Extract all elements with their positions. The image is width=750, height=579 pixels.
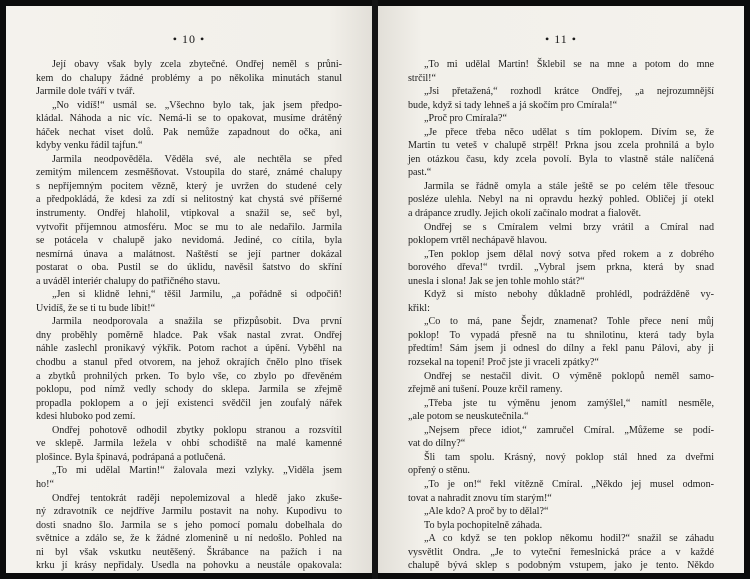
text-line: „Je přece třeba něco udělat s tím poklopem. Dívím se, že — [424, 126, 714, 138]
text-line: „Jsi přetažená,“ rozhodl krátce Ondřej, „a nejrozumnější — [424, 86, 714, 98]
text-line: a uváděl interiér chalupy do patřičného stavu. — [36, 275, 221, 287]
text-line: předtím! Sám jsem ji odnesl do dílny a řekl panu Pálovi, aby ji — [408, 343, 714, 355]
text-line: „Třeba jste tu výměnu jenom zamýšlel,“ namítl nesměle, — [424, 397, 714, 409]
text-line: Jarmila se řádně omyla a stále ještě se po celém těle třesouc — [424, 180, 714, 192]
text-line: rozsekal na topení! Proč jste ji vraceli zpátky?“ — [408, 357, 599, 369]
text-line: světnice a zdálo se, že k žádné zlomenině u ní nedošlo. Pohled na — [36, 533, 342, 545]
text-line: plošince. Byla špinavá, podrápaná a potlučená. — [36, 451, 226, 463]
text-line: postarat o oba. Pustil se do úklidu, navěsil šatstvo do skříní — [36, 262, 342, 274]
text-line: opřený o stěnu. — [408, 465, 470, 477]
text-line: a drápance zrudly. Jejich okolí začínalo modrat a fialovět. — [408, 208, 642, 220]
left-page-number: • 10 • — [172, 32, 206, 46]
text-line: Jarmile dole tváří v tvář. — [36, 86, 135, 98]
text-line: strčil!“ — [408, 72, 437, 84]
text-line: „Proč pro Cmírala?“ — [424, 113, 507, 125]
text-line: kem do chalupy žádné problémy a po několika minutách stanul — [36, 72, 342, 84]
text-line: „A co když se ten poklop někomu hodil?“ snažil se záhadu — [424, 533, 714, 545]
text-line: posléze ulehla. Nebyl na ni opravdu hezký pohled. Obličej jí otekl — [408, 194, 714, 206]
text-line: poklop! To vypadá přesně na tu shnilotinu, která tady byla — [408, 329, 714, 341]
text-line: vat do dílny?“ — [408, 438, 466, 450]
text-line: chodbu a stanul před otvorem, na jehož okrajích čnělo plno třísek — [36, 357, 342, 369]
text-line: Šli tam spolu. Krásný, nový poklop stál hned za dveřmi — [424, 451, 714, 463]
right-page — [378, 6, 744, 573]
text-line: Ondřej tentokrát raději nepolemizoval a hledě jako zkuše- — [52, 492, 342, 504]
text-line: háček nechat viset dolů. Pak nemůže zapadnout do očka, ani — [36, 126, 342, 138]
text-line: dosti snadno šlo. Jarmila se s jeho pomocí pomalu dobelhala do — [36, 519, 342, 531]
text-line: ný zdravotník ce nejdříve Jarmilu postavit na nohy. Kupodivu to — [36, 506, 342, 518]
text-line: dny proběhly poměrně hladce. Pak však nastal zvrat. Ondřej — [36, 329, 342, 341]
text-line: „To mi udělal Martin!“ žalovala mezi vzlyky. „Viděla jsem — [52, 465, 342, 477]
text-line: Ondřej se nestačil divit. O výměně poklopů neměl samo- — [424, 370, 714, 382]
text-line: Ondřej se s Cmíralem velmi brzy vrátil a Cmíral nad — [424, 221, 714, 233]
text-line: vysvětlit Ondra. „Je to vyteční řemeslnická práce a v každé — [408, 546, 714, 558]
text-line: a předpokládá, že kdesi za zdí si nelitostný kat chystá své příšerné — [36, 194, 342, 206]
text-line: past.“ — [408, 167, 432, 179]
text-line: To byla pochopitelně záhada. — [424, 519, 543, 531]
text-line: Jarmila neodporovala a snažila se přizpůsobit. Dva první — [52, 316, 342, 328]
text-line: „Ale kdo? A proč by to dělal?“ — [424, 506, 549, 518]
text-line: poklopem vrtěl nechápavě hlavou. — [408, 235, 548, 247]
text-line: „To mi udělal Martin! Šklebil se na mne a potom do mne — [424, 59, 714, 70]
text-line: Její obavy však byly zcela zbytečné. Ondřej neměl s průni- — [52, 59, 342, 70]
text-line: „Ten poklop jsem dělal nový sotva před rokem a z dobrého — [424, 248, 714, 260]
text-line: se potácela v chalupě jako nevidomá. Jediné, co cítila, byla — [36, 235, 342, 247]
text-line: Když si místo nebohy důkladně prohlédl, podrážděně vy- — [424, 289, 714, 301]
text-line: kdesi hluboko pod zemí. — [36, 411, 136, 423]
text-line: jen otázkou času, kdy zcela povolí. Byla to vlastně stále nalíčená — [408, 153, 714, 165]
text-line: vytvořit příjemnou atmosféru. Moc se mu to ale nedařilo. Jarmila — [36, 221, 342, 233]
text-line: Jarmila neodpověděla. Věděla své, ale nechtěla se před — [52, 153, 342, 165]
text-line: Ondřej pohotově odhodil zbytky poklopu stranou a rozsvítil — [52, 424, 342, 436]
text-line: ve sklepě. Jarmila ležela v ohbí schodiště na malé kamenné — [36, 438, 342, 450]
text-line: „ale potom se neuskutečnila.“ — [408, 411, 529, 423]
text-line: Martin tu veteš v chalupě strpěl! Prkna jsou zcela prohnilá a bylo — [408, 140, 714, 152]
text-line: krku jí krásy nepřidaly. Usedla na pohovku a neustále opakovala: — [36, 560, 342, 572]
text-line: „Nejsem přece idiot,“ zamručel Cmíral. „Můžeme se podí- — [424, 424, 714, 436]
text-line: Uvidíš, že se ti tu bude líbit!“ — [36, 302, 156, 314]
text-line: náhle zaslechl pronikavý výkřik. Potom rachot a úpění. Vyběhl na — [36, 343, 342, 355]
text-line: nesmírná únava a malátnost. Naštěstí se její partner dokázal — [36, 248, 342, 260]
text-line: bude, když si tady lehneš a já skočím pro Cmírala!“ — [408, 99, 618, 111]
text-line: zemitým milencem zesměšňovat. Vstoupila do staré, známé chalupy — [36, 167, 342, 179]
text-line: chalupě bývá sklep s podobným vstupem, jako je tento. Někdo — [408, 560, 714, 572]
text-line: ho!“ — [36, 478, 54, 490]
text-line: borového dřeva!“ tvrdil. „Vybral jsem prkna, která by snad — [408, 262, 714, 274]
text-line: kládal. Náhoda a nic víc. Nemá-li se to opakovat, musíme drátěný — [36, 113, 342, 125]
left-page — [6, 6, 372, 573]
right-page-number: • 11 • — [545, 32, 577, 46]
text-line: kdyby venku řádil tajfun.“ — [36, 140, 143, 152]
text-line: „No vidíš!“ usmál se. „Všechno bylo tak, jak jsem předpo- — [52, 99, 342, 111]
text-line: ni byl však vskutku neutěšený. Škrábance na pažích i na — [36, 546, 342, 558]
left-page-text — [36, 58, 342, 573]
text-line: „Co to má, pane Šejdr, znamenat? Tohle přece není můj — [424, 316, 714, 328]
text-line: poklopu, pod nímž vedly schody do sklepa. Jarmila se zřejmě — [36, 384, 342, 396]
text-line: unesla i slona! Jak se jen tohle mohlo stát?“ — [408, 275, 585, 287]
text-line: zřejmě ani tušení. Pouze krčil rameny. — [408, 384, 563, 396]
text-line: s nepříjemným pocitem vězně, který je uvržen do studené cely — [36, 180, 342, 192]
text-line: tovat a nahradit znovu tím starým!“ — [408, 492, 552, 504]
text-line: a zbytků prohnilých prken. To bylo vše, co zbylo po dřevěném — [36, 370, 342, 382]
right-page-text — [408, 58, 714, 573]
text-line: „To je on!“ řekl vítězně Cmíral. „Někdo jej musel odmon- — [424, 478, 714, 490]
text-line: křikl: — [408, 302, 430, 314]
text-line: propadla poklopem a o její existenci svědčil jen zoufalý nářek — [36, 397, 342, 409]
text-line: „Jen si klidně lehni,“ těšil Jarmilu, „a pořádně si odpočiň! — [52, 289, 342, 301]
text-line: instrumenty. Ondřej hlaholil, vtipkoval a snažil se, seč byl, — [36, 208, 342, 220]
